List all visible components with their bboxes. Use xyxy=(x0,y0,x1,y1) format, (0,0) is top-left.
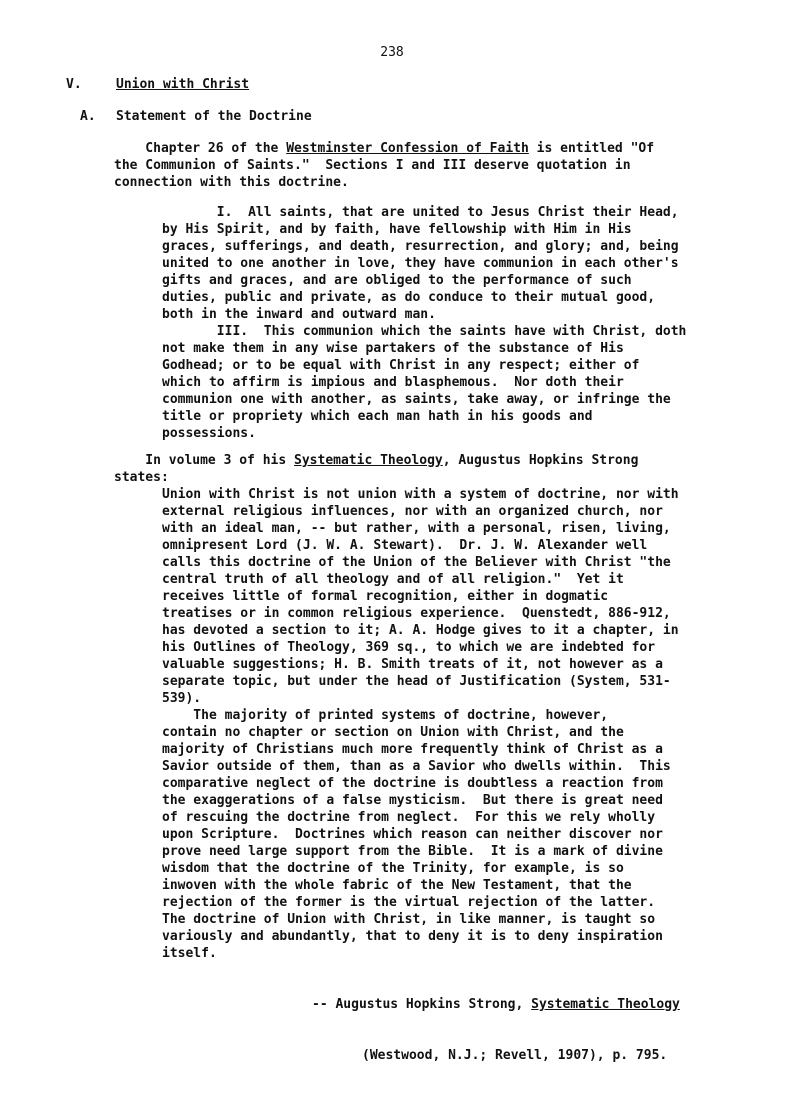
strong-quote-line: rejection of the former is the virtual rejection of the latter. xyxy=(162,895,656,910)
strong-quote-line: wisdom that the doctrine of the Trinity, for example, is so xyxy=(162,861,624,876)
citation xyxy=(312,962,680,1098)
confession-line: gifts and graces, and are obliged to the performance of such xyxy=(162,273,632,288)
confession-line: III. This communion which the saints have with Christ, doth xyxy=(162,324,687,339)
strong-quote-line: valuable suggestions; H. B. Smith treats of it, not however as a xyxy=(162,657,663,672)
confession-line: graces, sufferings, and death, resurrection, and glory; and, being xyxy=(162,239,679,254)
page-number: 238 xyxy=(380,45,404,60)
strong-quote-line: Union with Christ is not union with a system of doctrine, nor with xyxy=(162,487,679,502)
intro-line: connection with this doctrine. xyxy=(114,175,349,190)
confession-line: I. All saints, that are united to Jesus Christ their Head, xyxy=(162,205,679,220)
strong-quote-line: itself. xyxy=(162,946,217,961)
subsection-letter: A. xyxy=(80,109,96,124)
strong-block-quote xyxy=(162,486,679,962)
confession-line: title or propriety which each man hath in his goods and xyxy=(162,409,593,424)
confession-line: Godhead; or to be equal with Christ in any respect; either of xyxy=(162,358,640,373)
strong-quote-line: receives little of formal recognition, either in dogmatic xyxy=(162,589,609,604)
confession-line: both in the inward and outward man. xyxy=(162,307,436,322)
strong-quote-line: 539). xyxy=(162,691,202,706)
citation-author: -- Augustus Hopkins Strong, xyxy=(312,997,532,1012)
strong-quote-line: separate topic, but under the head of Justification (System, 531- xyxy=(162,674,671,689)
section-title: Union with Christ xyxy=(116,77,250,92)
confession-line: which to affirm is impious and blasphemous. Nor doth their xyxy=(162,375,624,390)
strong-intro-line: states: xyxy=(114,470,169,485)
strong-quote-line: omnipresent Lord (J. W. A. Stewart). Dr. J. W. Alexander well xyxy=(162,538,648,553)
strong-quote-line: majority of Christians much more frequently think of Christ as a xyxy=(162,742,663,757)
strong-quote-line: upon Scripture. Doctrines which reason can neither discover nor xyxy=(162,827,663,842)
citation-line-2: (Westwood, N.J.; Revell, 1907), p. 795. xyxy=(362,1048,668,1063)
strong-quote-line: with an ideal man, -- but rather, with a personal, risen, living, xyxy=(162,521,671,536)
confession-line: duties, public and private, as do conduce to their mutual good, xyxy=(162,290,656,305)
strong-quote-line: central truth of all theology and of all religion." Yet it xyxy=(162,572,624,587)
citation-line-1 xyxy=(312,996,680,1013)
confession-line: not make them in any wise partakers of the substance of His xyxy=(162,341,624,356)
strong-quote-line: inwoven with the whole fabric of the New Testament, that the xyxy=(162,878,632,893)
subsection-title: Statement of the Doctrine xyxy=(116,109,312,124)
confession-line: united to one another in love, they have communion in each other's xyxy=(162,256,679,271)
intro-paragraph xyxy=(114,140,654,191)
strong-quote-line: contain no chapter or section on Union with Christ, and the xyxy=(162,725,624,740)
strong-quote-line: the exaggerations of a false mysticism. But there is great need xyxy=(162,793,663,808)
strong-quote-line: of rescuing the doctrine from neglect. For this we rely wholly xyxy=(162,810,656,825)
strong-quote-line: his Outlines of Theology, 369 sq., to which we are indebted for xyxy=(162,640,656,655)
strong-quote-line: comparative neglect of the doctrine is doubtless a reaction from xyxy=(162,776,663,791)
strong-quote-line: external religious influences, nor with an organized church, nor xyxy=(162,504,663,519)
strong-quote-line: treatises or in common religious experience. Quenstedt, 886-912, xyxy=(162,606,671,621)
work-title: Westminster Confession of Faith xyxy=(286,141,529,156)
strong-quote-line: has devoted a section to it; A. A. Hodge gives to it a chapter, in xyxy=(162,623,679,638)
citation-work-title: Systematic Theology xyxy=(531,997,680,1012)
strong-quote-line: The majority of printed systems of doctrine, however, xyxy=(162,708,609,723)
strong-intro-line: In volume 3 of his Systematic Theology, Augustus Hopkins Strong xyxy=(114,453,639,468)
strong-quote-line: Savior outside of them, than as a Savior who dwells within. This xyxy=(162,759,671,774)
intro-line: the Communion of Saints." Sections I and III deserve quotation in xyxy=(114,158,631,173)
strong-quote-line: calls this doctrine of the Union of the Believer with Christ "the xyxy=(162,555,671,570)
intro-line: Chapter 26 of the Westminster Confession of Faith is entitled "Of xyxy=(114,141,655,156)
section-number: V. xyxy=(66,77,82,92)
confession-line: communion one with another, as saints, take away, or infringe the xyxy=(162,392,671,407)
strong-quote-line: The doctrine of Union with Christ, in like manner, is taught so xyxy=(162,912,656,927)
strong-intro-paragraph xyxy=(114,452,638,486)
strong-quote-line: prove need large support from the Bible. It is a mark of divine xyxy=(162,844,663,859)
confession-line: possessions. xyxy=(162,426,256,441)
confession-quote xyxy=(162,204,686,442)
work-title: Systematic Theology xyxy=(294,453,443,468)
strong-quote-line: variously and abundantly, that to deny it is to deny inspiration xyxy=(162,929,663,944)
confession-line: by His Spirit, and by faith, have fellowship with Him in His xyxy=(162,222,632,237)
